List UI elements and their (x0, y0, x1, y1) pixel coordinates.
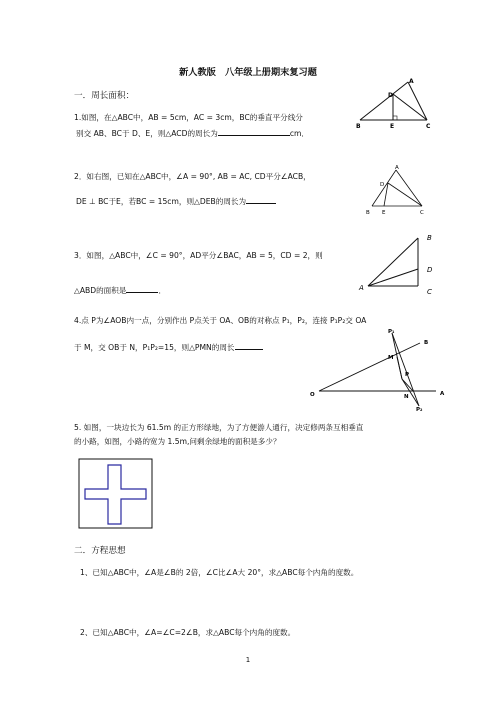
figure-label: D (388, 92, 393, 99)
figure-label: P₁ (388, 329, 395, 335)
figure-label: A (440, 391, 445, 397)
question-2-line-1: 2．如右图，已知在△ABC中，∠A = 90°, AB = AC, CD平分∠ACB， (74, 172, 311, 181)
figure-label: D (427, 266, 433, 274)
figure-label: B (424, 340, 429, 346)
question-4-line-2 (74, 341, 263, 353)
question-4-line-1: 4.点 P为∠AOB内一点，分别作出 P点关于 OA、OB的对称点 P₁，P₂，连接 P₁P₂交 OA (74, 316, 367, 325)
figure-label: N (404, 394, 409, 400)
figure-label: C (420, 210, 424, 216)
question-2-line-2 (76, 195, 276, 207)
figure-question-1 (355, 76, 435, 134)
figure-label: E (382, 210, 386, 216)
figure-label: B (427, 234, 432, 242)
figure-question-4 (306, 327, 452, 417)
figure-label: C (427, 288, 432, 296)
answer-blank (246, 195, 276, 204)
question-3-text: △ABD的面积是 (74, 286, 127, 295)
section-heading-equation: 二．方程思想 (74, 546, 126, 556)
equation-question-1: 1、已知△ABC中，∠A是∠B的 2倍，∠C比∠A大 20°，求△ABC每个内角的度数。 (80, 568, 359, 577)
figure-question-5-square-lawn (78, 458, 154, 530)
question-1-unit: cm． (289, 129, 310, 138)
figure-label: B (366, 210, 370, 216)
figure-label: E (390, 123, 395, 130)
figure-question-2 (362, 162, 434, 218)
figure-label: D (380, 182, 385, 188)
question-4-text: 于 M，交 OB于 N，P₁P₂=15，则△PMN的周长 (74, 343, 235, 352)
question-3-end: ． (158, 286, 167, 295)
section-heading-perimeter-area: 一．周长面积： (74, 91, 135, 101)
question-3-line-2 (74, 284, 166, 296)
equation-question-2: 2、已知△ABC中，∠A=∠C=2∠B，求△ABC每个内角的度数。 (80, 628, 296, 637)
figure-label: C (426, 123, 431, 130)
answer-blank (218, 127, 290, 136)
figure-label: P (405, 372, 410, 378)
figure-label: B (356, 123, 361, 130)
figure-label: A (395, 165, 399, 171)
figure-label: M (388, 355, 394, 361)
question-1-line-1: 1.如图，在△ABC中，AB = 5cm，AC = 3cm，BC的垂直平分线分 (74, 113, 303, 122)
figure-label: A (409, 78, 414, 85)
question-5-line-1: 5. 如图，一块边长为 61.5m 的正方形绿地，为了方便游人通行，决定修两条互相垂直 (74, 423, 364, 432)
figure-label: P₂ (416, 407, 423, 413)
figure-question-3 (356, 230, 440, 296)
question-1-text: 别交 AB、BC于 D、E，则△ACD的周长为 (76, 129, 218, 138)
question-5-line-2: 的小路，如图，小路的宽为 1.5m,问剩余绿地的面积是多少？ (74, 437, 281, 446)
page-title: 新人教版 八年级上册期末复习题 (179, 67, 317, 78)
question-1-line-2 (76, 127, 309, 139)
question-2-text: DE ⊥ BC于E，若BC = 15cm，则△DEB的周长为 (76, 197, 247, 206)
figure-label: A (359, 284, 364, 292)
page-number: 1 (245, 656, 251, 664)
figure-label: O (310, 392, 315, 398)
answer-blank (126, 284, 158, 293)
question-3-line-1: 3．如图，△ABC中，∠C = 90°，AD平分∠BAC，AB = 5，CD = 2，则 (74, 251, 323, 260)
answer-blank (235, 341, 263, 350)
